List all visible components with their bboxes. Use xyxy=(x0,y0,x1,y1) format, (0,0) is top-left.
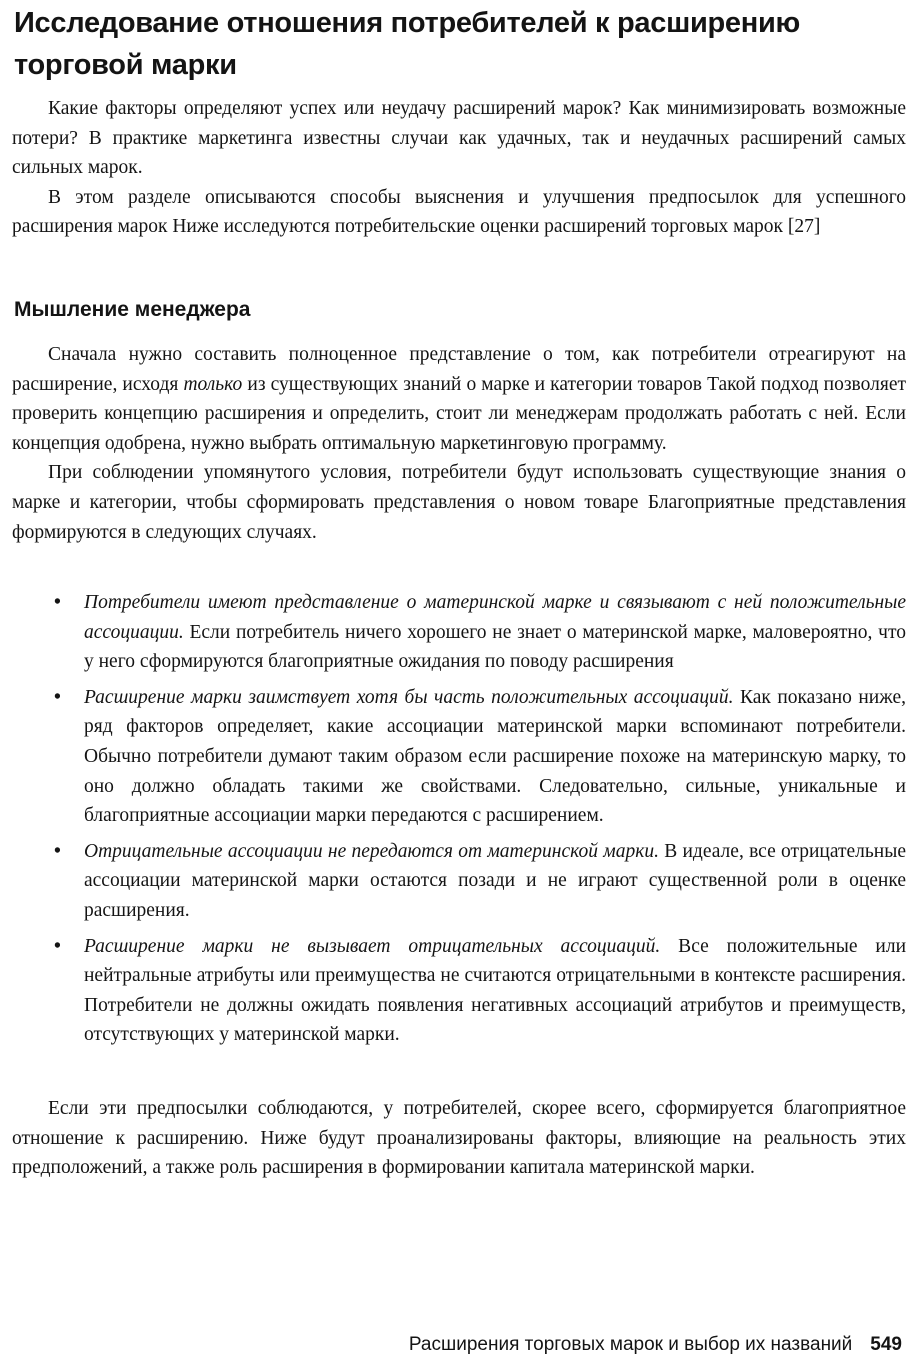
intro-paragraph-1: Какие факторы определяют успех или неудачу расширений марок? Как минимизировать возможные потери? В практике маркетинга известны случаи как удачных, так и неудачных расширений самых сильных марок. xyxy=(12,98,906,179)
list-item-text: Если потребитель ничего хорошего не знает о материнской марке, маловероятно, что у него сформируются благоприятные ожидания по поводу расширения xyxy=(84,621,906,673)
page-number: 549 xyxy=(870,1334,902,1355)
section-heading: Исследование отношения потребителей к расширению торговой марки xyxy=(14,7,800,81)
bullet-icon: • xyxy=(54,592,61,613)
list-item xyxy=(12,683,906,831)
list-item xyxy=(12,588,906,677)
list-item-text: Как показано ниже, ряд факторов определяет, какие ассоциации материнской марки вспоминают потребители. Обычно потребители думают таким образом если расширение похоже на материнскую марку, то оно должно обладать такими же свойствами. Следовательно, сильные, уникальные и благоприятные ассоциации марки передаются с расширением. xyxy=(84,686,906,827)
bullet-icon: • xyxy=(54,935,61,957)
emphasis-text: только xyxy=(183,373,243,395)
intro-paragraph-2: В этом разделе описываются способы выяснения и улучшения предпосылок для успешного расширения марок Ниже исследуются потребительские оценки расширений торговых марок [27] xyxy=(12,186,906,238)
conclusion-text xyxy=(12,1094,906,1183)
conclusion-paragraph: Если эти предпосылки соблюдаются, у потребителей, скорее всего, сформируется благоприятное отношение к расширению. Ниже будут проанализированы факторы, влияющие на реальность этих предположений, а также роль расширения в формировании капитала материнской марки. xyxy=(12,1098,906,1179)
list-item xyxy=(12,932,906,1050)
list-item-lead: Потребители имеют представление о материнской марке и связывают с ней положительные ассоциации. xyxy=(84,592,906,643)
list-item-lead: Расширение марки заимствует хотя бы часть положительных ассоциаций. xyxy=(84,686,734,708)
paragraph-text: Сначала нужно составить полноценное представление о том, как потребители отреагируют на расширение, исходя xyxy=(12,344,906,395)
intro-text xyxy=(12,94,906,242)
section-text xyxy=(12,340,906,547)
subsection-heading: Мышление менеджера xyxy=(14,298,251,321)
running-title: Расширения торговых марок и выбор их названий xyxy=(408,1334,853,1355)
list-item-lead: Отрицательные ассоциации не передаются от материнской марки. xyxy=(84,840,659,862)
bullet-icon: • xyxy=(54,686,61,708)
list-item-text: Все положительные или нейтральные атрибуты или преимущества не считаются отрицательными в контексте расширения. Потребители не должны ожидать появления негативных ассоциаций атрибутов и преимуществ, отсутствующих у материнской марки. xyxy=(84,935,907,1046)
conditions-list xyxy=(12,588,906,1056)
section-paragraph-2: При соблюдении упомянутого условия, потребители будут использовать существующие знания о марке и категории, чтобы сформировать представления о новом товаре Благоприятные представления формируются в следующих случаях. xyxy=(12,462,906,543)
list-item-lead: Расширение марки не вызывает отрицательных ассоциаций. xyxy=(84,935,661,957)
page-footer xyxy=(409,1332,902,1358)
list-item-text: В идеале, все отрицательные ассоциации материнской марки остаются позади и не играют существенной роли в оценке расширения. xyxy=(84,840,906,921)
list-item xyxy=(12,837,906,926)
paragraph-text: из существующих знаний о марке и категории товаров Такой подход позволяет проверить концепцию расширения и определить, стоит ли менеджерам продолжать работать с ней. Если концепция одобрена, нужно выбрать оптимальную маркетинговую программу. xyxy=(12,373,906,454)
section-paragraph-1 xyxy=(12,340,906,458)
bullet-icon: • xyxy=(54,840,61,862)
